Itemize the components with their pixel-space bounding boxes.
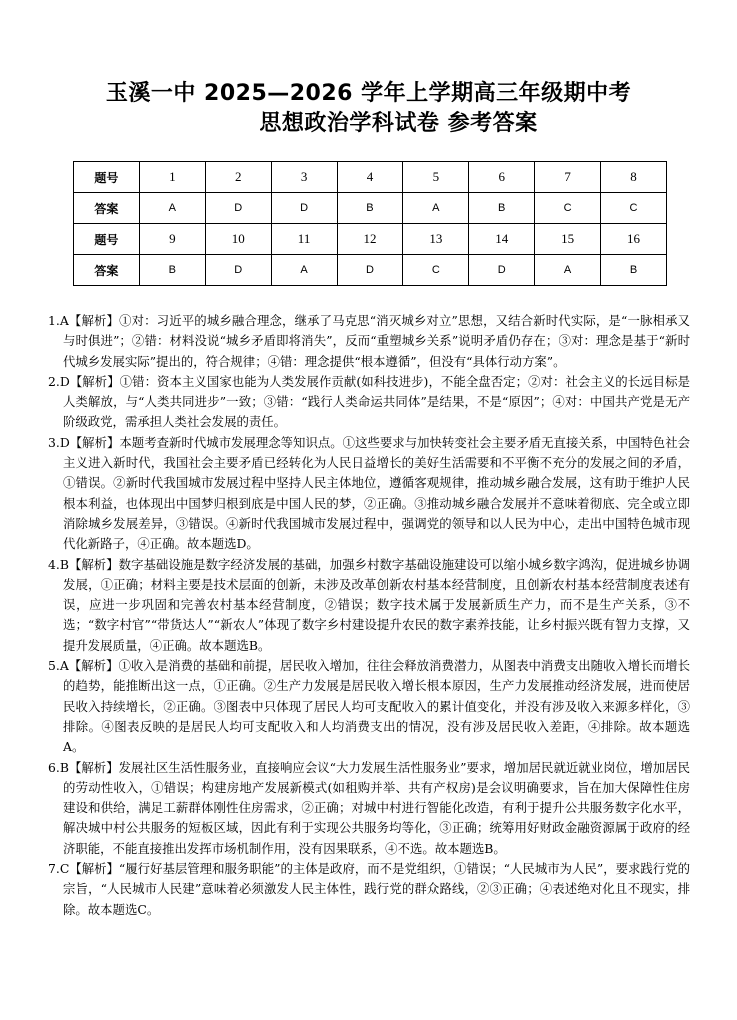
answer-cell: A <box>535 255 601 286</box>
question-number: 16 <box>601 224 667 255</box>
question-number: 6 <box>469 162 535 193</box>
explanations-list <box>48 311 690 920</box>
question-number: 3 <box>271 162 337 193</box>
exam-subtitle: 思想政治学科试卷 参考答案 <box>259 111 538 136</box>
explanation-item: 5.A【解析】①收入是消费的基础和前提，居民收入增加，往往会释放消费潜力，从图表中消费支出随收入增长而增长的趋势，能推断出这一点，①正确。②生产力发展是居民收入增长根本原因，生产力发展推动经济发展，进而使居民收入持续增长，②正确。③图表中只体现了居民人均可支配收入的累计值变化，并没有涉及收入来源多样化，③排除。④图表反映的是居民人均可支配收入和人均消费支出的情况，没有涉及居民收入差距，④排除。故本题选A。 <box>48 658 690 755</box>
row-label-answer: 答案 <box>74 255 140 286</box>
question-number: 2 <box>205 162 271 193</box>
question-number: 13 <box>403 224 469 255</box>
table-row <box>74 162 667 193</box>
explanation-item: 3.D【解析】本题考查新时代城市发展理念等知识点。①这些要求与加快转变社会主要矛盾无直接关系，中国特色社会主义进入新时代，我国社会主要矛盾已经转化为人民日益增长的美好生活需要和不平衡不充分的发展之间的矛盾，①错误。②新时代我国城市发展过程中坚持人民主体地位，遵循客观规律，推动城乡融合发展，这有助于维护人民根本利益，也体现出中国梦归根到底是中国人民的梦，②正确。③推动城乡融合发展并不意味着彻底、完全或立即消除城乡发展差异，③错误。④新时代我国城市发展过程中，强调党的领导和以人民为中心，走出中国特色城市现代化新路子，④正确。故本题选D。 <box>48 434 690 552</box>
answer-cell: B <box>601 255 667 286</box>
question-number: 5 <box>403 162 469 193</box>
explanation-item: 4.B【解析】数字基础设施是数字经济发展的基础，加强乡村数字基础设施建设可以缩小城乡数字鸿沟，促进城乡协调发展，①正确；材料主要是技术层面的创新，未涉及改革创新农村基本经营制度，且创新农村基本经营制度表述有误，应进一步巩固和完善农村基本经营制度，②错误；数字技术属于发展新质生产力，而不是生产关系，③不选；“数字村官”“带货达人”“新农人”体现了数字乡村建设提升农民的数字素养技能，让乡村振兴既有智力支撑，又提升发展质量，④正确。故本题选B。 <box>48 556 690 653</box>
question-number: 12 <box>337 224 403 255</box>
answer-cell: D <box>271 193 337 224</box>
row-label-answer: 答案 <box>74 193 140 224</box>
question-number: 15 <box>535 224 601 255</box>
answer-cell: B <box>469 193 535 224</box>
answer-cell: C <box>403 255 469 286</box>
question-number: 4 <box>337 162 403 193</box>
question-number: 7 <box>535 162 601 193</box>
row-label-question: 题号 <box>74 224 140 255</box>
answer-cell: C <box>601 193 667 224</box>
answer-cell: D <box>205 193 271 224</box>
answer-cell: B <box>337 193 403 224</box>
question-number: 10 <box>205 224 271 255</box>
answer-cell: B <box>139 255 205 286</box>
answer-cell: A <box>139 193 205 224</box>
table-row <box>74 224 667 255</box>
answer-key-table <box>73 161 667 286</box>
row-label-question: 题号 <box>74 162 140 193</box>
explanation-item: 6.B【解析】发展社区生活性服务业，直接响应会议“大力发展生活性服务业”要求，增加居民就近就业岗位，增加居民的劳动性收入，①错误；构建房地产发展新模式(如租购并举、共有产权房)是会议明确要求，旨在加大保障性住房建设和供给，满足工薪群体刚性住房需求，②正确；对城中村进行智能化改造，有利于提升公共服务数字化水平，解决城中村公共服务的短板区域，因此有利于实现公共服务均等化，③正确；统筹用好财政金融资源属于政府的经济职能，不能直接推出发挥市场机制作用，没有因果联系，④不选。故本题选B。 <box>48 759 690 856</box>
question-number: 14 <box>469 224 535 255</box>
question-number: 9 <box>139 224 205 255</box>
answer-cell: D <box>337 255 403 286</box>
answer-cell: C <box>535 193 601 224</box>
table-row <box>74 255 667 286</box>
exam-title: 玉溪一中 2025—2026 学年上学期高三年级期中考 <box>105 81 632 106</box>
table-row <box>74 193 667 224</box>
question-number: 8 <box>601 162 667 193</box>
answer-cell: A <box>403 193 469 224</box>
answer-cell: D <box>469 255 535 286</box>
explanation-item: 1.A【解析】①对：习近平的城乡融合理念，继承了马克思“消灭城乡对立”思想，又结合新时代实际，是“一脉相承又与时俱进”；②错：材料没说“城乡矛盾即将消失”，反而“重塑城乡关系”说明矛盾仍存在；③对：理念是基于“新时代城乡发展实际”提出的，符合规律；④错：理念提供“根本遵循”，但没有“具体行动方案”。 <box>48 313 690 369</box>
question-number: 1 <box>139 162 205 193</box>
question-number: 11 <box>271 224 337 255</box>
answer-cell: D <box>205 255 271 286</box>
answer-cell: A <box>271 255 337 286</box>
explanation-item: 7.C【解析】“履行好基层管理和服务职能”的主体是政府，而不是党组织，①错误；“人民城市为人民”，要求践行党的宗旨，“人民城市人民建”意味着必须激发人民主体性，践行党的群众路线，②③正确；④表述绝对化且不现实，排除。故本题选C。 <box>48 861 690 917</box>
explanation-item: 2.D【解析】①错：资本主义国家也能为人类发展作贡献(如科技进步)，不能全盘否定；②对：社会主义的长远目标是人类解放，与“人类共同进步”一致；③错：“践行人类命运共同体”是结果，不是“原因”；④对：中国共产党是无产阶级政党，需承担人类社会发展的责任。 <box>48 373 690 430</box>
